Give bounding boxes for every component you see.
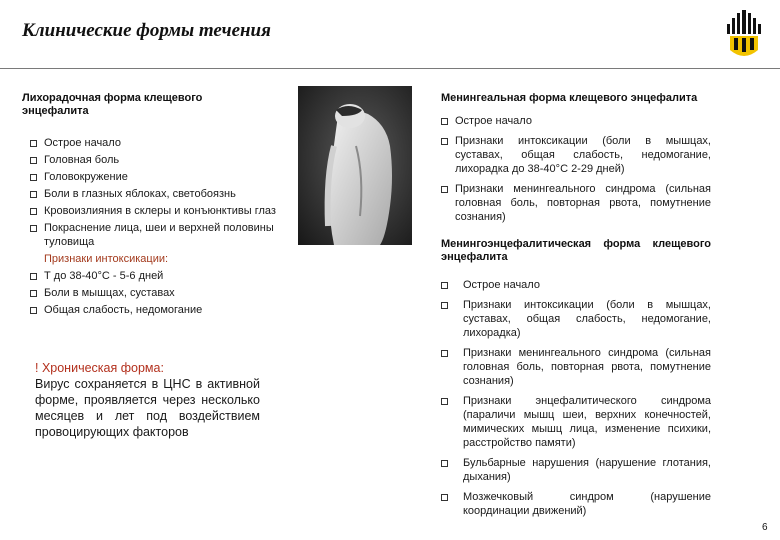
list-item: Мозжечковый синдром (нарушение координации движений) xyxy=(441,490,711,518)
list-item: Боли в глазных яблоках, светобоязнь xyxy=(30,187,285,201)
company-logo-icon xyxy=(722,10,766,60)
list-item: Т до 38-40°С - 5-6 дней xyxy=(30,269,285,283)
page-number: 6 xyxy=(762,522,768,533)
square-bullet-icon xyxy=(441,350,448,357)
list-item: Головная боль xyxy=(30,153,285,167)
chronic-form-title: ! Хроническая форма: xyxy=(35,361,164,375)
chronic-form-note xyxy=(35,360,260,440)
square-bullet-icon xyxy=(30,140,37,147)
chronic-form-text: Вирус сохраняется в ЦНС в активной форме, проявляется через несколько месяцев и лет под воздействием провоцирующих факторов xyxy=(35,377,260,439)
list-item: Острое начало xyxy=(441,278,711,292)
square-bullet-icon xyxy=(441,302,448,309)
list-item: Острое начало xyxy=(30,136,285,150)
list-item: Покраснение лица, шеи и верхней половины туловища xyxy=(30,221,285,249)
list-item: Боли в мышцах, суставах xyxy=(30,286,285,300)
square-bullet-icon xyxy=(441,186,448,193)
square-bullet-icon xyxy=(30,157,37,164)
list-item: Признаки интоксикации (боли в мышцах, суставах, общая слабость, недомогание, лихорадка до 38-40°С 2-29 дней) xyxy=(441,134,711,176)
square-bullet-icon xyxy=(30,174,37,181)
list-item: Признаки менингеального синдрома (сильная головная боль, повторная рвота, помутнение сознания) xyxy=(441,182,711,224)
square-bullet-icon xyxy=(441,118,448,125)
intox-label-row xyxy=(30,252,285,266)
title-divider xyxy=(0,68,780,69)
list-item: Признаки энцефалитического синдрома (параличи мышц шеи, верхних конечностей, мимических мышц лица, изменение психики, расстройство памяти) xyxy=(441,394,711,450)
square-bullet-icon xyxy=(30,307,37,314)
fever-form-symptoms xyxy=(30,136,285,317)
page-title: Клинические формы течения xyxy=(22,20,271,41)
square-bullet-icon xyxy=(30,225,37,232)
list-item: Головокружение xyxy=(30,170,285,184)
square-bullet-icon xyxy=(30,191,37,198)
square-bullet-icon xyxy=(441,282,448,289)
square-bullet-icon xyxy=(441,398,448,405)
meningeal-form-symptoms xyxy=(441,114,711,224)
square-bullet-icon xyxy=(30,208,37,215)
square-bullet-icon xyxy=(30,290,37,297)
list-item: Признаки интоксикации (боли в мышцах, суставах, общая слабость, недомогание, лихорадка) xyxy=(441,298,711,340)
list-item: Общая слабость, недомогание xyxy=(30,303,285,317)
square-bullet-icon xyxy=(441,138,448,145)
meningeal-form-heading: Менингеальная форма клещевого энцефалита xyxy=(441,92,698,104)
square-bullet-icon xyxy=(30,273,37,280)
square-bullet-icon xyxy=(441,494,448,501)
meningoenc-form-heading: Менингоэнцефалитическая форма клещевого энцефалита xyxy=(441,238,711,263)
meningoenc-form-symptoms xyxy=(441,278,711,518)
list-item: Острое начало xyxy=(441,114,711,128)
list-item: Кровоизлияния в склеры и конъюнктивы глаз xyxy=(30,204,285,218)
square-bullet-icon xyxy=(441,460,448,467)
list-item: Бульбарные нарушения (нарушение глотания, дыхания) xyxy=(441,456,711,484)
patient-photo xyxy=(298,86,412,245)
intox-label: Признаки интоксикации: xyxy=(44,253,169,265)
list-item: Признаки менингеального синдрома (сильная головная боль, повторная рвота, помутнение сознания) xyxy=(441,346,711,388)
fever-form-heading: Лихорадочная форма клещевого энцефалита xyxy=(22,92,203,117)
